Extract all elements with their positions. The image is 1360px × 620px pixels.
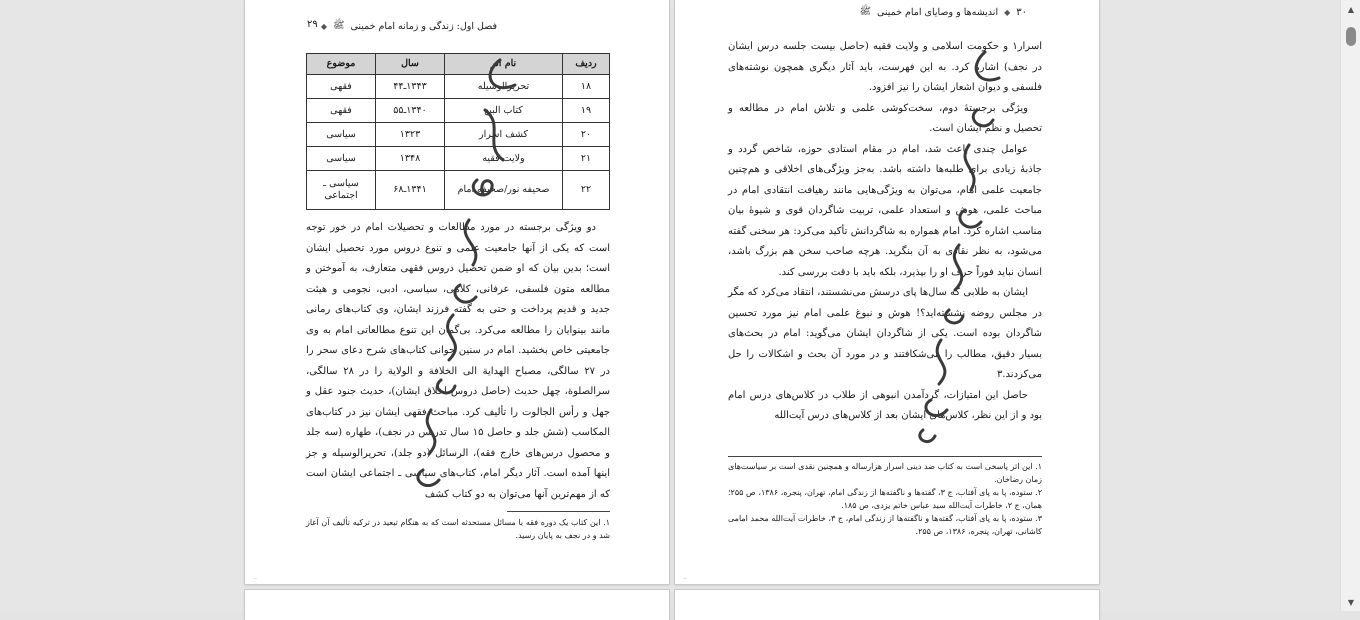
table-cell: ۱۳۴۸ bbox=[376, 147, 445, 171]
column-header-title: نام اثر bbox=[445, 54, 563, 75]
scrollbar-thumb[interactable] bbox=[1346, 27, 1356, 46]
page-29 bbox=[245, 0, 669, 584]
running-head-title: اندیشه‌ها و وصایای امام خمینی bbox=[876, 6, 999, 18]
body-paragraph: دو ویژگی برجسته در مورد مطالعات و تحصیلات امام در خور توجه است که یکی از آنها جامعیت علمی و تنوع دروس مورد تحصیل ایشان است؛ بدین بیان که او ضمن تحصیل دروس فقهی متعارف، به آموختن و مطالعه متون فلسفی، عرفانی، کلامی، سیاسی، ادبی، نجومی و هیئت جدید و قدیم پرداخت و حتی به گفته فرزند ایشان، وی کتاب‌های رمانی مانند بینوایان را مطالعه می‌کرد. بی‌گمان این تنوع مطالعاتی امام به وی جامعیتی خاص بخشید. امام در سنین جوانی کتاب‌های شرح دعای سحر را در ۲۷ سالگی، مصباح الهدایة الی الخلافة و الولایة را در ۲۸ سالگی، سرالصلوة، چهل حدیث (حاصل دروس اخلاق ایشان)، حدیث جنود عقل و جهل و رأس الجالوت را تألیف کرد. مباحث فقهی ایشان نیز در کتاب‌های المکاسب (شش جلد و حاصل ۱۵ سال تدریس در نجف)، طهاره (سه جلد و محصول درس‌های خارج فقه)، الرسائل (دو جلد)، تحریرالوسیله و جز اینها آمده است. آثار دیگر امام، کتاب‌های سیاسی ـ اجتماعی ایشان است که از مهم‌ترین آنها می‌توان به دو کتاب کشف bbox=[306, 222, 610, 500]
footnote-divider bbox=[507, 511, 610, 512]
table-row bbox=[307, 99, 610, 123]
page-number: ۳۰ bbox=[1016, 6, 1027, 18]
next-page-right bbox=[675, 590, 1099, 620]
table-cell: کشف اسرار bbox=[445, 123, 563, 147]
separator-diamond: ◆ bbox=[1004, 7, 1011, 17]
body-text bbox=[728, 37, 1042, 427]
running-head bbox=[321, 19, 497, 33]
body-paragraph: عوامل چندی باعث شد، امام در مقام استادی حوزه، شاخص گردد و جاذبهٔ زیادی برای طلبه‌ها داشته باشد. به‌جز ویژگی‌های اخلاقی و هم‌چنین جامعیت علمی امام، می‌توان به ویژگی‌هایی مانند رهیافت انتقادی امام در مباحث علمی، هوش و استعداد علمی، تربیت شاگردان قوی و شیوهٔ بیان مناسب اشاره کرد. امام همواره به شاگردانش تأکید می‌کرد: هر سخنی گفته می‌شود، به نظر نقادی به آن بنگرید. هرچه صاحب سخن هم بزرگ باشد، انسان نباید فوراً حرف او را بپذیرد، بلکه باید با دقت بررسی کند. bbox=[728, 143, 1042, 278]
body-paragraph: ایشان به طلابی که سال‌ها پای درسش می‌نشستند، انتقاد می‌کرد که مگر در مجلس روضه نشسته‌اید؟! هوش و نبوغ علمی امام نیز مورد تحسین شاگردان بوده است. یکی از شاگردان ایشان می‌گوید: امام در بحث‌های بسیار دقیق، مطالب را می‌شکافتند و در مورد آن بحث و اشکالات را حل می‌کردند.۳ bbox=[728, 287, 1042, 380]
footnotes bbox=[728, 461, 1042, 539]
table-cell: تحریرالوسیله bbox=[445, 75, 563, 99]
column-header-row-no: ردیف bbox=[563, 54, 610, 75]
honorific-mark: ﷺ bbox=[859, 6, 871, 17]
footnote-item: ۳. ستوده، پا به پای آفتاب، گفته‌ها و ناگفته‌ها از زندگی امام، ج ۳، خاطرات آیت‌الله محمد امامی کاشانی، تهران، پنجره، ۱۳۸۶، ص ۲۵۵. bbox=[728, 514, 1043, 536]
table-cell: ولایت فقیه bbox=[445, 147, 563, 171]
table-cell: ۱۹ bbox=[563, 99, 610, 123]
table-cell: ۲۰ bbox=[563, 123, 610, 147]
footnote-divider bbox=[728, 456, 1042, 457]
footnote-item: ۲. ستوده، پا به پای آفتاب، ج ۳، گفته‌ها و ناگفته‌ها از زندگی امام، تهران، پنجره، ۱۳۸۶، ص ۲۵۵؛ همان، ج ۲، خاطرات آیت‌الله سید عباس خاتم یزدی، ص ۱۸۵. bbox=[728, 488, 1042, 510]
footnote-item: ۱. این کتاب یک دوره فقه با مسائل مستحدثه است که به هنگام تبعید در ترکیه تألیف آن آغاز شد و در نجف به پایان رسید. bbox=[306, 518, 610, 540]
table-cell: فقهی bbox=[307, 99, 376, 123]
footnotes bbox=[306, 517, 610, 543]
table-cell: فقهی bbox=[307, 75, 376, 99]
table-row bbox=[307, 75, 610, 99]
page-footer-mark: — bbox=[253, 575, 257, 580]
body-text bbox=[306, 218, 610, 505]
next-page-left bbox=[245, 590, 669, 620]
page-number: ۲۹ bbox=[307, 19, 318, 30]
table-row bbox=[307, 147, 610, 171]
table-header-row bbox=[307, 54, 610, 75]
table-cell: ۱۳۴۱ـ۶۸ bbox=[376, 171, 445, 210]
table-cell: سیاسی ـ اجتماعی bbox=[307, 171, 376, 210]
chevron-up-icon[interactable]: ▲ bbox=[1347, 4, 1355, 14]
table-row bbox=[307, 123, 610, 147]
running-head-title: فصل اول: زندگی و زمانه امام خمینی bbox=[350, 20, 497, 32]
page-30 bbox=[675, 0, 1099, 584]
table-cell: ۲۱ bbox=[563, 147, 610, 171]
table-cell: سیاسی bbox=[307, 147, 376, 171]
body-paragraph: ویژگی برجستهٔ دوم، سخت‌کوشی علمی و تلاش امام در مطالعه و تحصیل و نظم ایشان است. bbox=[728, 102, 1042, 134]
table-cell: ۱۸ bbox=[563, 75, 610, 99]
table-cell: ۱۳۴۳ـ۴۴ bbox=[376, 75, 445, 99]
column-header-year: سال bbox=[376, 54, 445, 75]
table-cell: ۱۳۲۳ bbox=[376, 123, 445, 147]
separator-diamond: ◆ bbox=[320, 21, 328, 31]
footnote-item: ۱. این اثر پاسخی است به کتاب ضد دینی اسرار هزارساله و همچنین نقدی است بر سیاست‌های زمان رضاخان. bbox=[728, 462, 1042, 484]
chevron-down-icon[interactable]: ▼ bbox=[1347, 597, 1355, 607]
table-cell: سیاسی bbox=[307, 123, 376, 147]
body-paragraph: اسرار۱ و حکومت اسلامی و ولایت فقیه (حاصل بیست جلسه درس ایشان در نجف) اشاره کرد. به این فهرست، باید آثار دیگری همچون نوشته‌های فلسفی و دیوان اشعار ایشان را نیز افزود. bbox=[728, 41, 1042, 93]
body-paragraph: حاصل این امتیازات، گردآمدن انبوهی از طلاب در کلاس‌های درس امام بود و از این نظر، کلاس‌های ایشان بعد از کلاس‌های درس آیت‌الله bbox=[728, 389, 1042, 421]
page-footer-mark: — bbox=[683, 575, 687, 580]
table-cell: ۱۳۴۰ـ۵۵ bbox=[376, 99, 445, 123]
honorific-mark: ﷺ bbox=[333, 20, 345, 31]
running-head bbox=[860, 5, 1028, 19]
table-row bbox=[307, 171, 610, 210]
table-cell: صحیفه نور/صحیفه امام bbox=[445, 171, 563, 210]
table-cell: ۲۲ bbox=[563, 171, 610, 210]
table-cell: کتاب البیع bbox=[445, 99, 563, 123]
works-table bbox=[306, 53, 610, 210]
column-header-subject: موضوع bbox=[307, 54, 376, 75]
vertical-scrollbar[interactable] bbox=[1340, 0, 1360, 611]
